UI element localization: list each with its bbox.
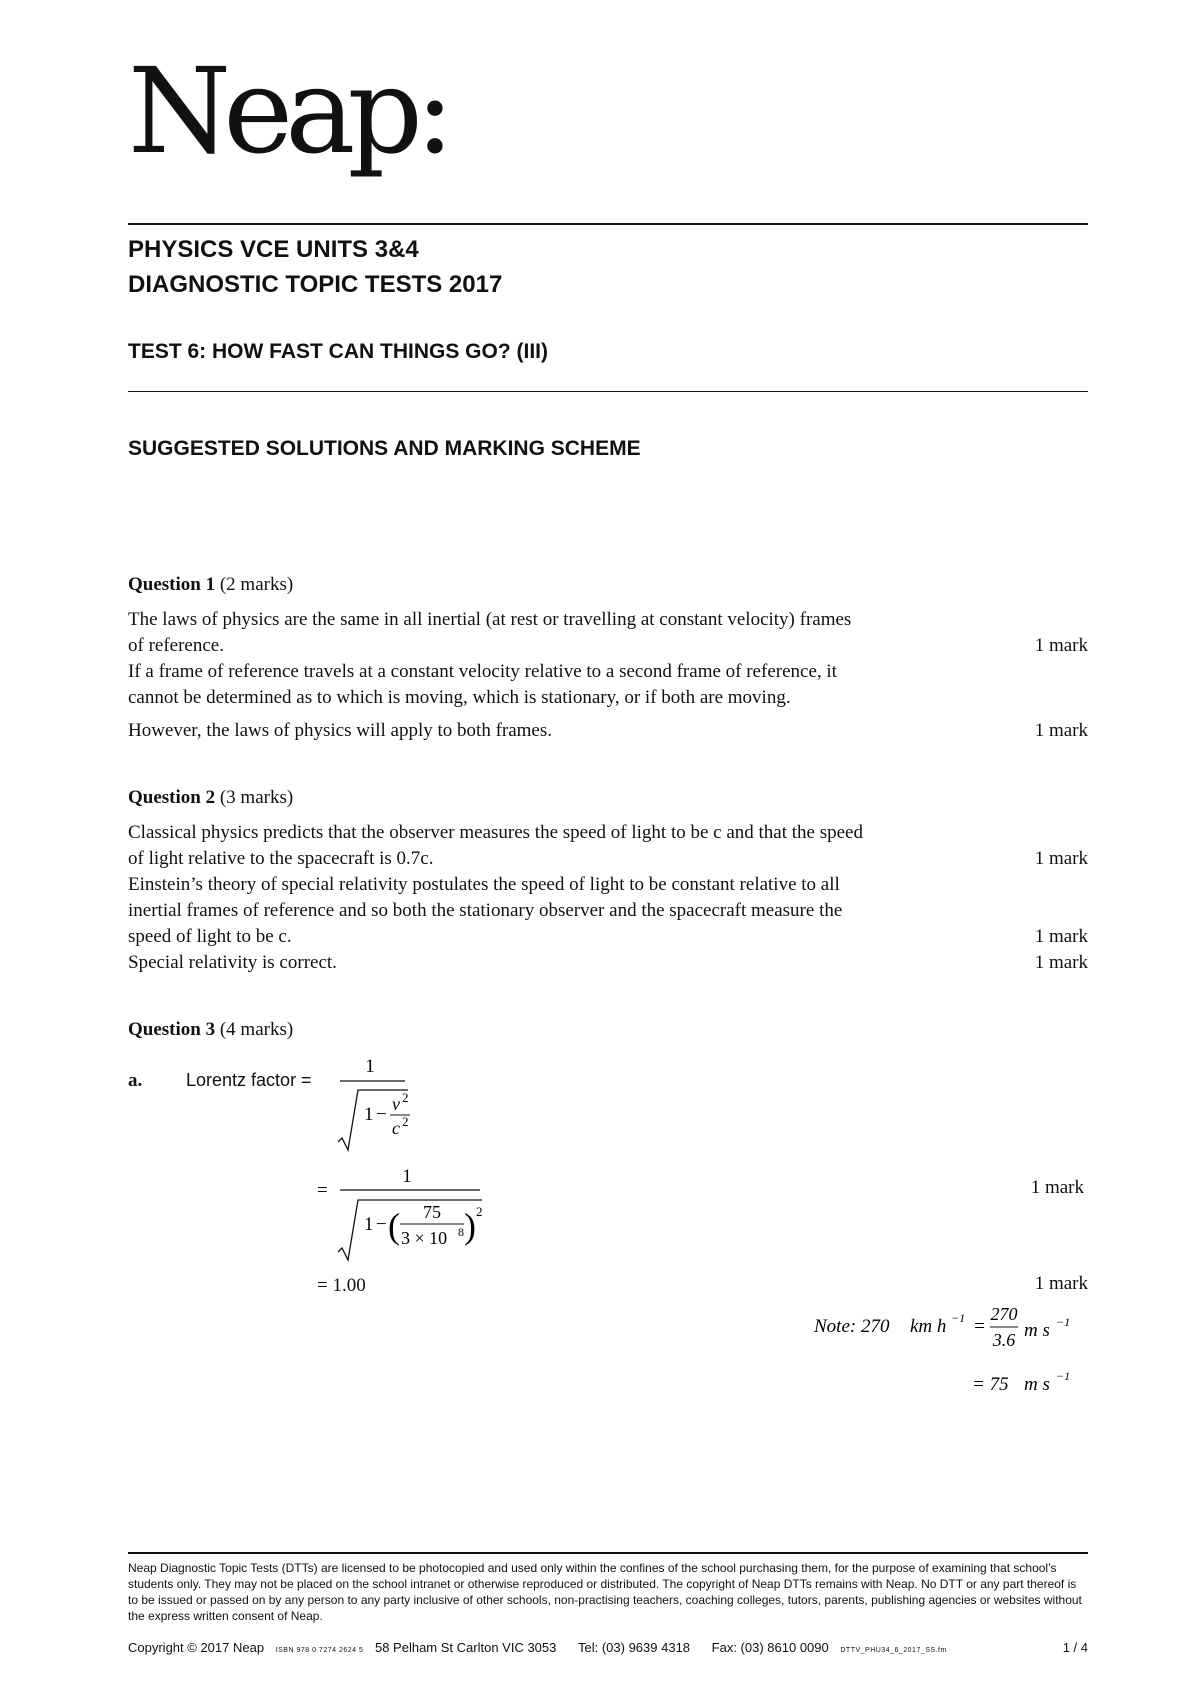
q1-line-2: of reference. [128, 635, 224, 656]
question-1-label: Question 1 [128, 574, 216, 595]
q1-line-4: cannot be determined as to which is moving, which is stationary, or if both are moving. [128, 687, 791, 708]
header-rule-top [128, 223, 1088, 225]
q2-line-1: Classical physics predicts that the observer measures the speed of light to be c and that the speed [128, 822, 863, 843]
footer-isbn: ISBN 978 0 7274 2624 5 [275, 1647, 364, 1654]
note-equals-1: = [973, 1316, 986, 1337]
test-title: TEST 6: HOW FAST CAN THINGS GO? (III) [128, 340, 548, 363]
note-exp-2: −1 [1056, 1315, 1071, 1329]
question-3-heading [128, 1017, 1088, 1043]
header-rule-bottom [128, 391, 1088, 392]
q1-mark-2: 1 mark [1034, 720, 1088, 741]
note-unit-ms-2: m s [1024, 1374, 1050, 1395]
lorentz-formula-general [330, 1050, 430, 1160]
unit-conversion-note [810, 1298, 1100, 1408]
question-2-marks: (3 marks) [219, 787, 294, 808]
note-exp-3: −1 [1056, 1369, 1071, 1383]
formula2-numerator: 1 [402, 1166, 412, 1187]
question-1-heading [128, 572, 1088, 598]
footer-copyright: Copyright © 2017 Neap [128, 1640, 265, 1655]
footer-fax: Fax: (03) 8610 0090 [711, 1640, 829, 1655]
q2-mark-1: 1 mark [1034, 848, 1088, 869]
formula1-numerator: 1 [365, 1056, 375, 1077]
note-exp-1: −1 [951, 1311, 966, 1325]
formula2-minus: − [376, 1214, 387, 1235]
section-title: SUGGESTED SOLUTIONS AND MARKING SCHEME [128, 437, 641, 460]
page-number: 1 / 4 [1062, 1640, 1088, 1655]
note-unit-ms-1: m s [1024, 1320, 1050, 1341]
question-3-marks: (4 marks) [219, 1019, 294, 1040]
formula1-minus: − [376, 1104, 387, 1125]
neap-logo: Neap: [128, 42, 447, 180]
formula1-c: c [392, 1118, 400, 1138]
note-frac-num: 270 [990, 1304, 1018, 1324]
footer-address: 58 Pelham St Carlton VIC 3053 [374, 1640, 557, 1655]
q2-line-2: of light relative to the spacecraft is 0.7c. [128, 848, 434, 869]
formula2-left-paren: ( [388, 1206, 400, 1246]
q2-mark-2: 1 mark [1034, 926, 1088, 947]
note-result: = 75 [972, 1374, 1009, 1395]
q1-line-5: However, the laws of physics will apply to both frames. [128, 720, 553, 741]
license-notice: Neap Diagnostic Topic Tests (DTTs) are licensed to be photocopied and used only within the confines of the school purchasing them, for the purpose of examining that school’s students only. They may not be placed on the school intranet or otherwise reproduced or distributed. The copyright of Neap DTTs remains with Neap. No DTT or any part thereof is to be issued or passed on by any person to any party inclusive of other schools, non-practising teachers, coaching colleges, tutors, parents, publishing agencies or websites without the express written consent of Neap. [128, 1561, 1082, 1623]
question-2-heading [128, 785, 1088, 811]
lorentz-formula-substituted [330, 1160, 500, 1270]
formula1-v: v [392, 1094, 400, 1114]
lorentz-result: = 1.00 [317, 1275, 366, 1296]
formula2-right-paren: ) [464, 1206, 476, 1246]
title-line-2: DIAGNOSTIC TOPIC TESTS 2017 [128, 271, 503, 298]
formula1-v-exp: 2 [402, 1090, 409, 1105]
q2-line-5: speed of light to be c. [128, 926, 292, 947]
q1-line-1: The laws of physics are the same in all inertial (at rest or travelling at constant velocity) frames [128, 609, 852, 630]
formula2-den: 3 × 10 [401, 1228, 448, 1248]
q2-line-6: Special relativity is correct. [128, 952, 337, 973]
question-2-label: Question 2 [128, 787, 216, 808]
footer-tel: Tel: (03) 9639 4318 [578, 1640, 691, 1655]
formula1-one: 1 [364, 1104, 374, 1125]
title-line-1: PHYSICS VCE UNITS 3&4 [128, 236, 419, 263]
q3a-mark-2: 1 mark [1034, 1273, 1088, 1294]
q2-mark-3: 1 mark [1034, 952, 1088, 973]
question-3-label: Question 3 [128, 1019, 216, 1040]
q2-line-3: Einstein’s theory of special relativity postulates the speed of light to be constant relative to all [128, 874, 840, 895]
part-a-label: a. [128, 1070, 143, 1091]
formula1-c-exp: 2 [402, 1114, 409, 1129]
note-unit-kmh: km h [910, 1316, 947, 1337]
footer-bar [128, 1640, 1088, 1655]
formula2-one: 1 [364, 1214, 374, 1235]
document-title [128, 232, 502, 302]
q2-line-4: inertial frames of reference and so both the stationary observer and the spacecraft measure the [128, 900, 843, 921]
note-frac-den: 3.6 [992, 1330, 1016, 1350]
note-prefix: Note: 270 [814, 1316, 890, 1337]
q1-mark-1: 1 mark [1034, 635, 1088, 656]
question-1-marks: (2 marks) [219, 574, 294, 595]
lorentz-factor-label: Lorentz factor = [186, 1070, 312, 1090]
footer-code: DTTV_PHU34_6_2017_SS.fm [840, 1647, 947, 1654]
q1-line-3: If a frame of reference travels at a constant velocity relative to a second frame of reference, it [128, 661, 837, 682]
formula2-num: 75 [423, 1202, 441, 1222]
footer-rule [128, 1552, 1088, 1554]
formula2-den-exp: 8 [458, 1225, 464, 1239]
formula2-exp: 2 [476, 1204, 483, 1219]
q3a-mark-1: 1 mark [1030, 1177, 1084, 1198]
formula2-equals: = [317, 1180, 328, 1201]
